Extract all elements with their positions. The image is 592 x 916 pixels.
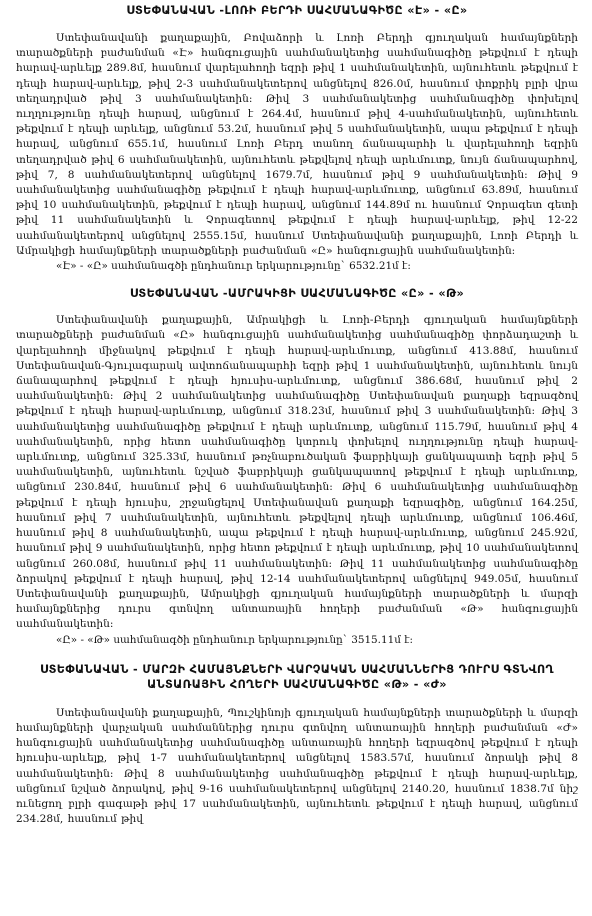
section-heading-t-zh-line2: ԱՆՏԱՌԱՅԻՆ ՀՈՂԵՐԻ ՍԱՀՄԱՆԱԳԻԾԸ «Թ» - «Ժ» (147, 677, 447, 691)
section-total-e-ye: «Է» - «Ը» սահմանագծի ընդհանուր երկարությունը` 6532.21մ է: (56, 260, 411, 273)
section-heading-t-zh-line1: ՍՏԵՓԱՆԱՎԱՆ - ՄԱՐԶԻ ՀԱՄԱՅՆՔՆԵՐԻ ՎԱՐՉԱԿԱՆ ՍԱՀՄԱՆՆԵՐԻՑ ԴՈՒՐՍ ԳՏՆՎՈՂ (40, 662, 554, 676)
section-heading-ye-t: ՍՏԵՓԱՆԱՎԱՆ -ԱՄՐԱԿԻՑԻ ՍԱՀՄԱՆԱԳԻԾԸ «Ը» - «Թ» (129, 287, 465, 301)
section-body-e-ye: Ստեփանավանի քաղաքային, Բովաձորի և Լոռի Բերդի գյուղական համայնքների տարածքների բաժանման «Է» հանգուցային սահմանակետից սահմանագիծը թեքվում է դեպի հարավ-արևելք 289.8մ, հասնում վարելահողի եզրի թիվ 1 սահմանակետին, այնուհետև թեքվում է դեպի հարավ-արևելք, թիվ 2-3 սահմանակետերով անցնելով 826.0մ, հասնում փոքրիկ բլրի վրա տեղադրված թիվ 3 սահմանակետին: Թիվ 3 սահմանակետից սահմանագիծը փոխելով ուղղությունը դեպի հարավ, անցնում է 264.4մ, հասնում թիվ 4-սահմանակետին, այնուհետև թեքվում է դեպի արևելք, անցնում 53.2մ, հասնում թիվ 5 սահմանակետին, ապա թեքվում է դեպի հարավ, անցնում 655.1մ, հասնում Լոռի Բերդ տանող ճանապարհի և վարելահողի եզրին տեղադրված թիվ 6 սահմանակետին, այնուհետև թեքվելով դեպի արևմուտք, նույն ճանապարհով, թիվ 7, 8 սահմանակետերով անցնելով 1679.7մ, հասնում թիվ 9 սահմանակետին: Թիվ 9 սահմանակետից սահմանագիծը թեքվում է դեպի հարավ-արևմուտք, անցնում 63.89մ, հասնում թիվ 10 սահմանակետին, թեքվում է դեպի հարավ, անցնում 144.89մ ու հասնում Չորագետ գետի թիվ 11 սահմանակետին և Չորագետով թեքվում է դեպի հարավ-արևելք, թիվ 12-22 սահմանակետերով անցնելով 2555.15մ, հասնում Ստեփանավանի քաղաքային, Լոռի Բերդի և Ամրակիցի համայնքների տարածքների բաժանման «Ը» հանգուցային սահմանակետին: (16, 32, 578, 257)
section-heading-e-ye: ՍՏԵՓԱՆԱՎԱՆ -ԼՈՌԻ ԲԵՐԴԻ ՍԱՀՄԱՆԱԳԻԾԸ «Է» - «Ը» (126, 4, 468, 17)
section-total-ye-t: «Ը» - «Թ» սահմանագծի ընդհանուր երկարությունը` 3515.11մ է: (56, 633, 413, 646)
section-body-t-zh: Ստեփանավանի քաղաքային, Պուշկինոյի գյուղական համայնքների տարածքների և մարզի համայնքների վարչական սահմաններից դուրս գտնվող անտառային հողերի բաժանման «Ժ» հանգուցային սահմանակետից սահմանագիծը անտառային հողերի եզրագծով թեքվում է դեպի հյուսիս-արևելք, թիվ 1-7 սահմանակետերով անցնելով 1583.57մ, հասնում ձորակի թիվ 8 սահմանակետին: Թիվ 8 սահմանակետից սահմանագիծը թեքվում է դեպի հարավ-արևելք, անցնում նշված ձորակով, թիվ 9-16 սահմանակետերով անցնելով 2140.20, հասնում 1838.7մ նիշ ունեցող բլրի գագաթի թիվ 17 սահմանակետին, այնուհետև թեքվում է դեպի հարավ, անցնում 234.28մ, հասնում թիվ (16, 706, 578, 826)
section-body-ye-t: Ստեփանավանի քաղաքային, Ամրակիցի և Լոռի-Բերդի գյուղական համայնքների տարածքների բաժանման «Ը» հանգուցային սահմանակետից սահմանագիծը փորձադաշտի և վարելահողի միջնակով թեքվում է դեպի հարավ-արևմուտք, անցնում 413.88մ, հասնում Ստեփանավան-Գյուլագարակ ավտոճանապարհի եզրի թիվ 1 սահմանակետին, այնուհետև նույն ճանապարհով թեքվում է դեպի հյուսիս-արևմուտք, անցնում 386.68մ, հասնում թիվ 2 սահմանակետին: Թիվ 2 սահմանակետից սահմանագիծը Ստեփանավան քաղաքի եզրագծով թեքվում է դեպի հարավ-արևմուտք, անցնում 318.23մ, հասնում թիվ 3 սահմանակետին: Թիվ 3 սահմանակետից սահմանագիծը թեքվում է դեպի արևմուտք, անցնում 115.79մ, հասնում թիվ 4 սահմանակետին, որից հետո սահմանագիծը կտրուկ փոխելով ուղղությունը դեպի հարավ-արևմուտք, անցնում 325.33մ, հասնում թռչնաբուծական ֆաբրիկայի ցանկապատի եզրի թիվ 5 սահմանակետին, այնուհետև նշված ֆաբրիկայի ցանկապատով թեքվում է դեպի արևմուտք, անցնում 230.84մ, հասնում թիվ 6 սահմանակետին: Թիվ 6 սահմանակետից սահմանագիծը թեքվում է դեպի հյուսիս, շրջանցելով Ստեփանավան քաղաքի եզրագիծը, անցնում 164.25մ, հասնում թիվ 7 սահմանակետին, այնուհետև թեքվելով դեպի արևմուտք, անցնում 106.46մ, հասնում թիվ 8 սահմանակետին, ապա թեքվում է դեպի հարավ-արևմուտք, անցնում 245.92մ, հասնում թիվ 9 սահմանակետին, որից հետո թեքվում է դեպի արևմուտք, թիվ 10 սահմանակետով անցնում 260.08մ, հասնում թիվ 11 սահմանակետին: Թիվ 11 սահմանակետից սահմանագիծը ձորակով թեքվում է դեպի հարավ, թիվ 12-14 սահմանակետերով անցնելով 949.05մ, հասնում Ստեփանավանի քաղաքային, Ամրակիցի գյուղական համայնքների տարածքների և մարզի համայնքներից դուրս գտնվող անտառային հողերի բաժանման «Թ» հանգուցային սահմանակետին: (16, 314, 578, 631)
